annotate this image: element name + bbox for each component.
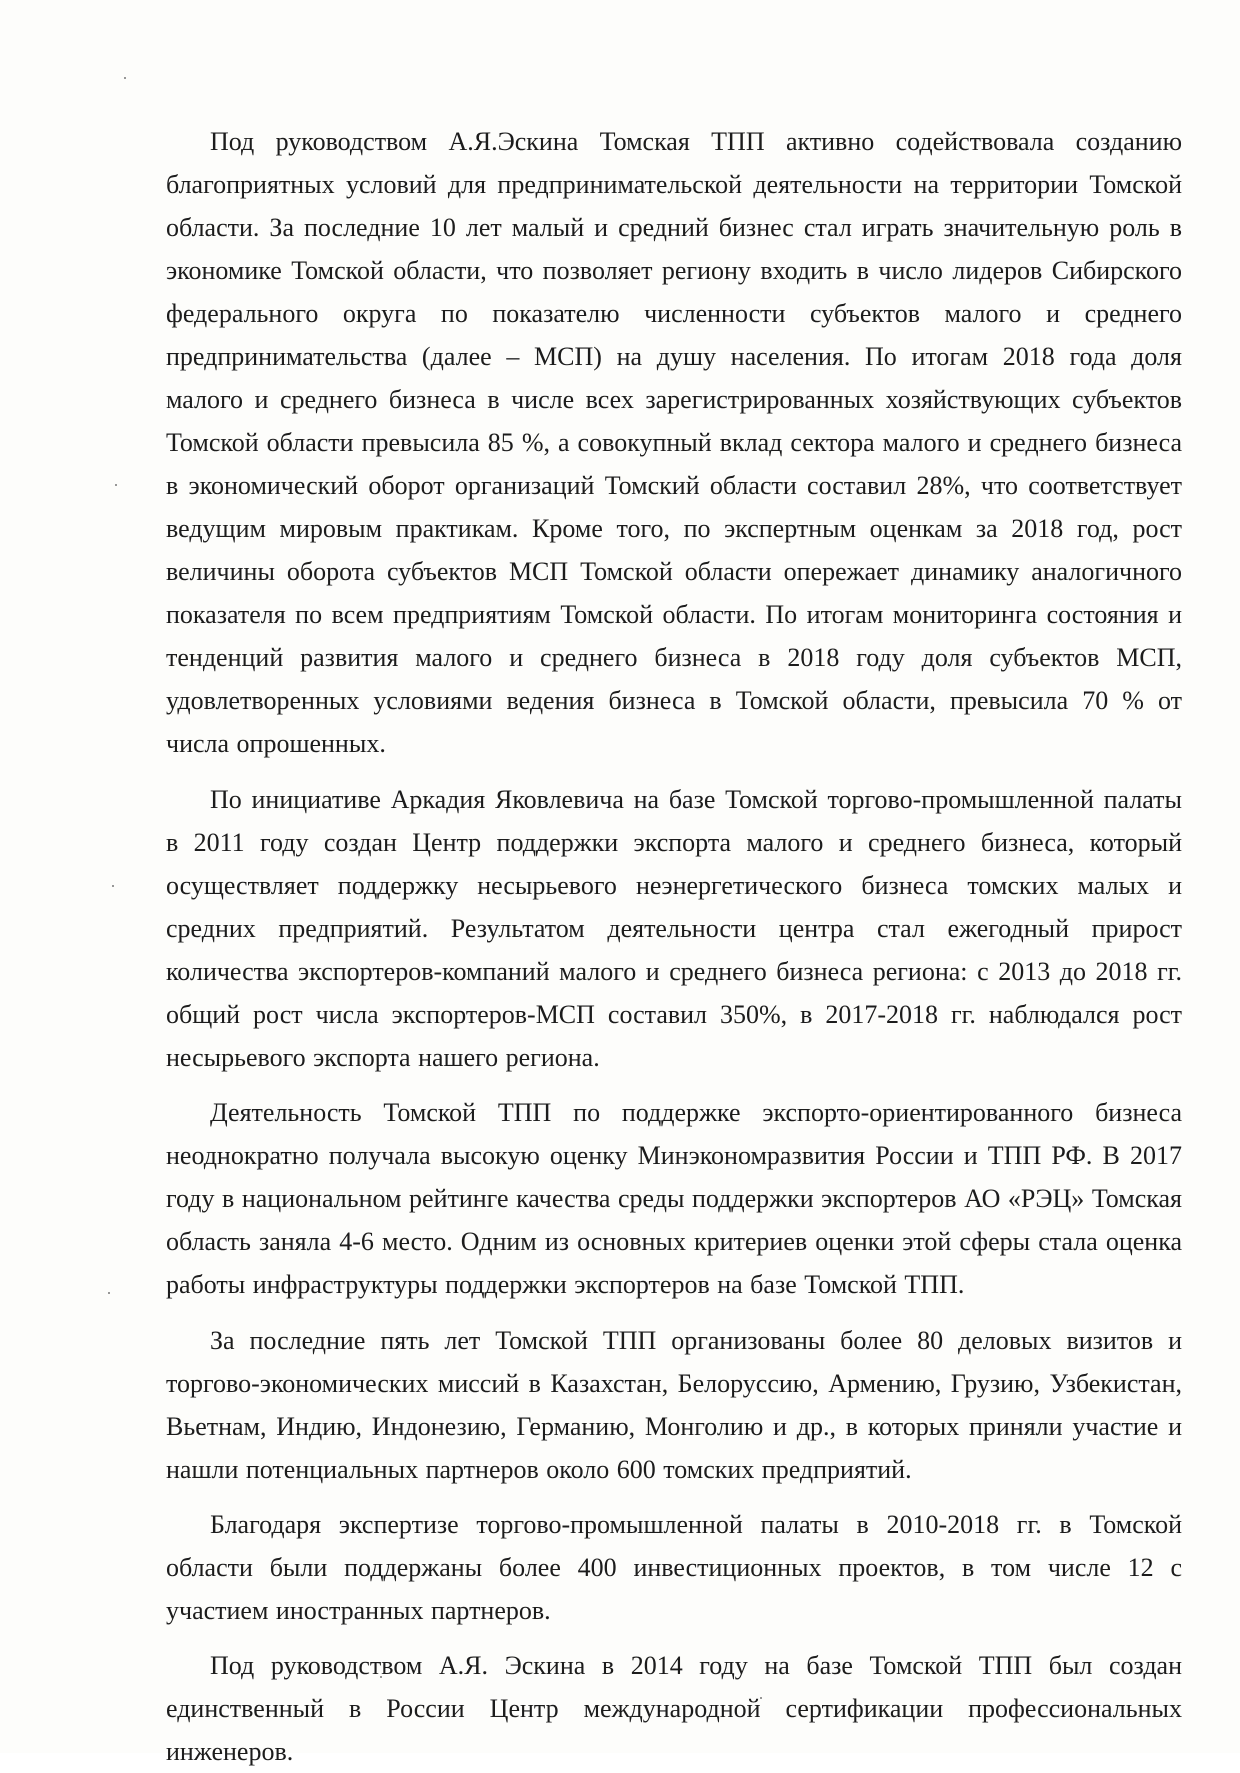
scan-speck [112, 885, 114, 887]
paragraph-export-rating: Деятельность Томской ТПП по поддержке экспорто-ориентированного бизнеса неоднократно получала высокую оценку Минэкономразвития России и ТПП РФ. В 2017 году в национальном рейтинге качества среды поддержки экспортеров АО «РЭЦ» Томская область заняла 4-6 место. Одним из основных критериев оценки этой сферы стала оценка работы инфраструктуры поддержки экспортеров на базе Томской ТПП. [166, 1098, 1182, 1299]
document-body [166, 120, 1182, 1773]
paragraph-export-support-center: По инициативе Аркадия Яковлевича на базе Томской торгово-промышленной палаты в 2011 году создан Центр поддержки экспорта малого и среднего бизнеса, который осуществляет поддержку несырьевого неэнергетического бизнеса томских малых и средних предприятий. Результатом деятельности центра стал ежегодный прирост количества экспортеров-компаний малого и среднего бизнеса региона: с 2013 до 2018 гг. общий рост числа экспортеров-МСП составил 350%, в 2017-2018 гг. наблюдался рост несырьевого экспорта нашего региона. [166, 785, 1182, 1072]
paragraph-business-missions: За последние пять лет Томской ТПП организованы более 80 деловых визитов и торгово-экономических миссий в Казахстан, Белоруссию, Армению, Грузию, Узбекистан, Вьетнам, Индию, Индонезию, Германию, Монголию и др., в которых приняли участие и нашли потенциальных партнеров около 600 томских предприятий. [166, 1326, 1182, 1484]
paragraph-engineer-certification: Под руководством А.Я. Эскина в 2014 году на базе Томской ТПП был создан единственный в России Центр международной сертификации профессиональных инженеров. [166, 1651, 1182, 1766]
scan-speck [115, 484, 117, 486]
scan-speck [124, 77, 126, 79]
paragraph-msp-development: Под руководством А.Я.Эскина Томская ТПП активно содействовала созданию благоприятных условий для предпринимательской деятельности на территории Томской области. За последние 10 лет малый и средний бизнес стал играть значительную роль в экономике Томской области, что позволяет региону входить в число лидеров Сибирского федерального округа по показателю численности субъектов малого и среднего предпринимательства (далее – МСП) на душу населения. По итогам 2018 года доля малого и среднего бизнеса в числе всех зарегистрированных хозяйствующих субъектов Томской области превысила 85 %, а совокупный вклад сектора малого и среднего бизнеса в экономический оборот организаций Томский области составил 28%, что соответствует ведущим мировым практикам. Кроме того, по экспертным оценкам за 2018 год, рост величины оборота субъектов МСП Томской области опережает динамику аналогичного показателя по всем предприятиям Томской области. По итогам мониторинга состояния и тенденций развития малого и среднего бизнеса в 2018 году доля субъектов МСП, удовлетворенных условиями ведения бизнеса в Томской области, превысила 70 % от числа опрошенных. [166, 127, 1182, 758]
scan-speck [108, 1292, 110, 1294]
paragraph-investment-projects: Благодаря экспертизе торгово-промышленной палаты в 2010-2018 гг. в Томской области были поддержаны более 400 инвестиционных проектов, в том числе 12 с участием иностранных партнеров. [166, 1510, 1182, 1625]
